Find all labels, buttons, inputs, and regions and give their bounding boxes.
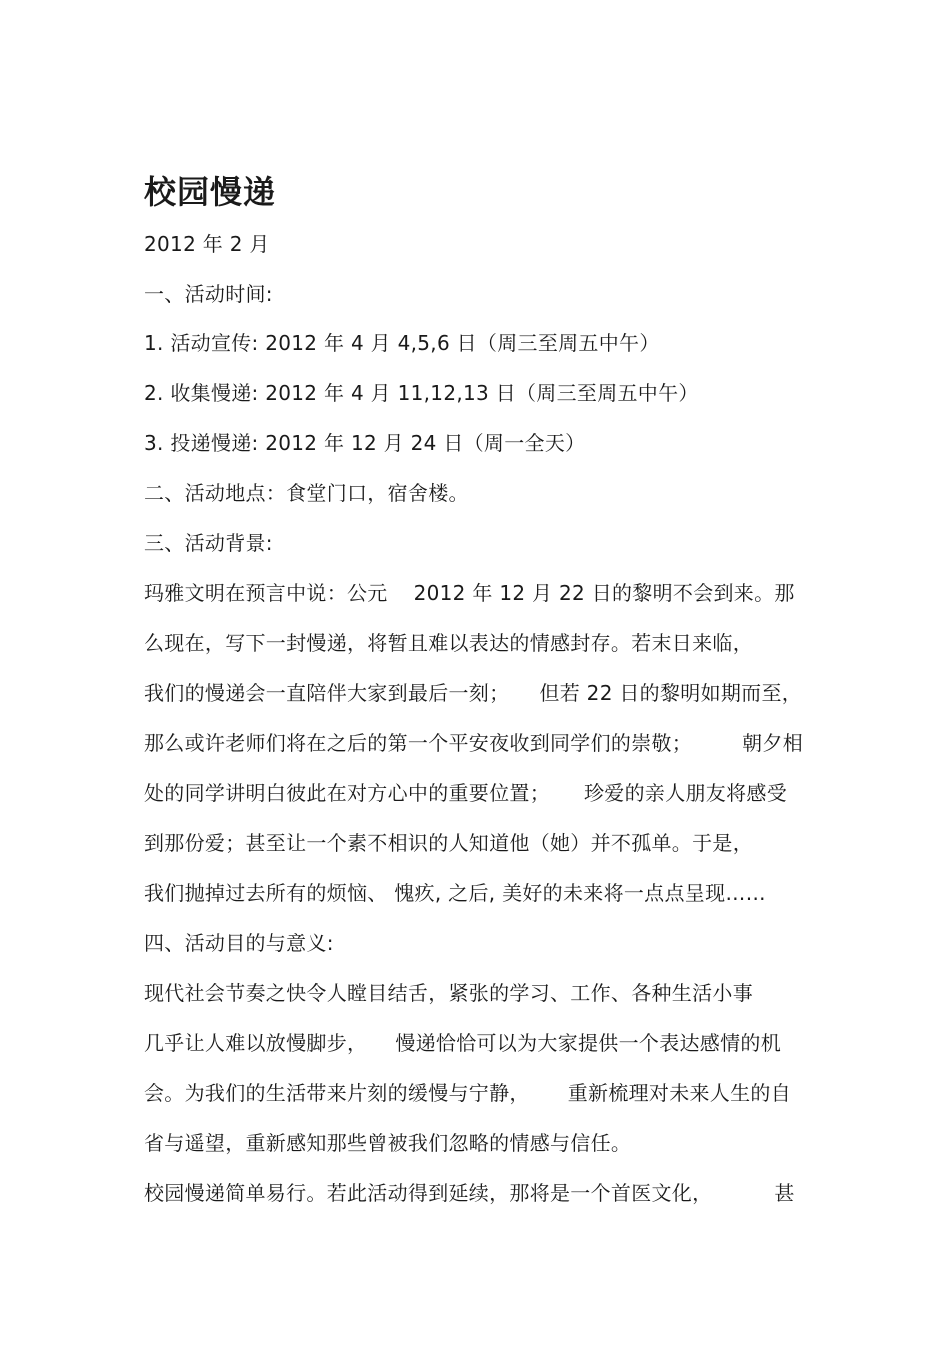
page-title: 校园慢递 [144,173,277,211]
background-line-segment: 我们的慢递会一直陪伴大家到最后一刻； [144,681,510,705]
background-line-segment: 但若 22 日的黎明如期而至， [539,681,803,705]
purpose-line-segment: 会。为我们的生活带来片刻的缓慢与宁静， [144,1081,530,1105]
background-line-segment: 我们抛掉过去所有的烦恼、 愧疚, 之后, 美好的未来将一点点呈现…… [144,881,766,905]
background-line [144,830,753,856]
time-item-publicity: 1. 活动宣传: 2012 年 4 月 4,5,6 日（周三至周五中午） [144,331,660,355]
background-line-segment: 珍爱的亲人朋友将感受 [584,781,787,805]
background-line [144,580,795,606]
purpose-line-segment: 慢递恰恰可以为大家提供一个表达感情的机 [395,1031,782,1055]
section-heading-time: 一、活动时间: [144,282,273,306]
purpose-line-segment: 校园慢递简单易行。若此活动得到延续，那将是一个首医文化， [144,1181,713,1205]
background-line-segment: 么现在，写下一封慢递，将暂且难以表达的情感封存。若末日来临， [144,631,753,655]
section-heading-purpose: 四、活动目的与意义: [144,931,334,955]
time-item-collection: 2. 收集慢递: 2012 年 4 月 11,12,13 日（周三至周五中午） [144,381,699,405]
purpose-line [144,1030,781,1056]
purpose-line [144,980,753,1006]
background-line-segment: 处的同学讲明白彼此在对方心中的重要位置； [144,781,550,805]
background-line [144,630,753,656]
purpose-line-segment: 现代社会节奏之快令人瞠目结舌，紧张的学习、工作、各种生活小事 [144,981,753,1005]
purpose-line [144,1180,795,1206]
section-heading-background: 三、活动背景: [144,531,273,555]
background-line [144,730,803,756]
background-line-segment: 那么或许老师们将在之后的第一个平安夜收到同学们的崇敬； [144,731,693,755]
background-line-segment: 玛雅文明在预言中说：公元 [144,581,388,605]
background-line [144,680,802,706]
purpose-line-segment: 重新梳理对未来人生的自 [567,1081,792,1105]
purpose-line-segment: 甚 [774,1181,795,1205]
section-location: 二、活动地点：食堂门口，宿舍楼。 [144,481,469,505]
purpose-line-segment: 省与遥望，重新感知那些曾被我们忽略的情感与信任。 [144,1131,632,1155]
purpose-line-segment: 几乎让人难以放慢脚步， [144,1031,368,1055]
document-date: 2012 年 2 月 [144,232,270,256]
background-line-segment: 2012 年 12 月 22 日的黎明不会到来。那 [413,581,795,605]
background-line-segment: 到那份爱；甚至让一个素不相识的人知道他（她）并不孤单。于是， [144,831,753,855]
background-line [144,880,766,906]
purpose-line [144,1080,791,1106]
background-line [144,780,787,806]
background-line-segment: 朝夕相 [742,731,804,755]
time-item-delivery: 3. 投递慢递: 2012 年 12 月 24 日（周一全天） [144,431,586,455]
purpose-line [144,1130,631,1156]
